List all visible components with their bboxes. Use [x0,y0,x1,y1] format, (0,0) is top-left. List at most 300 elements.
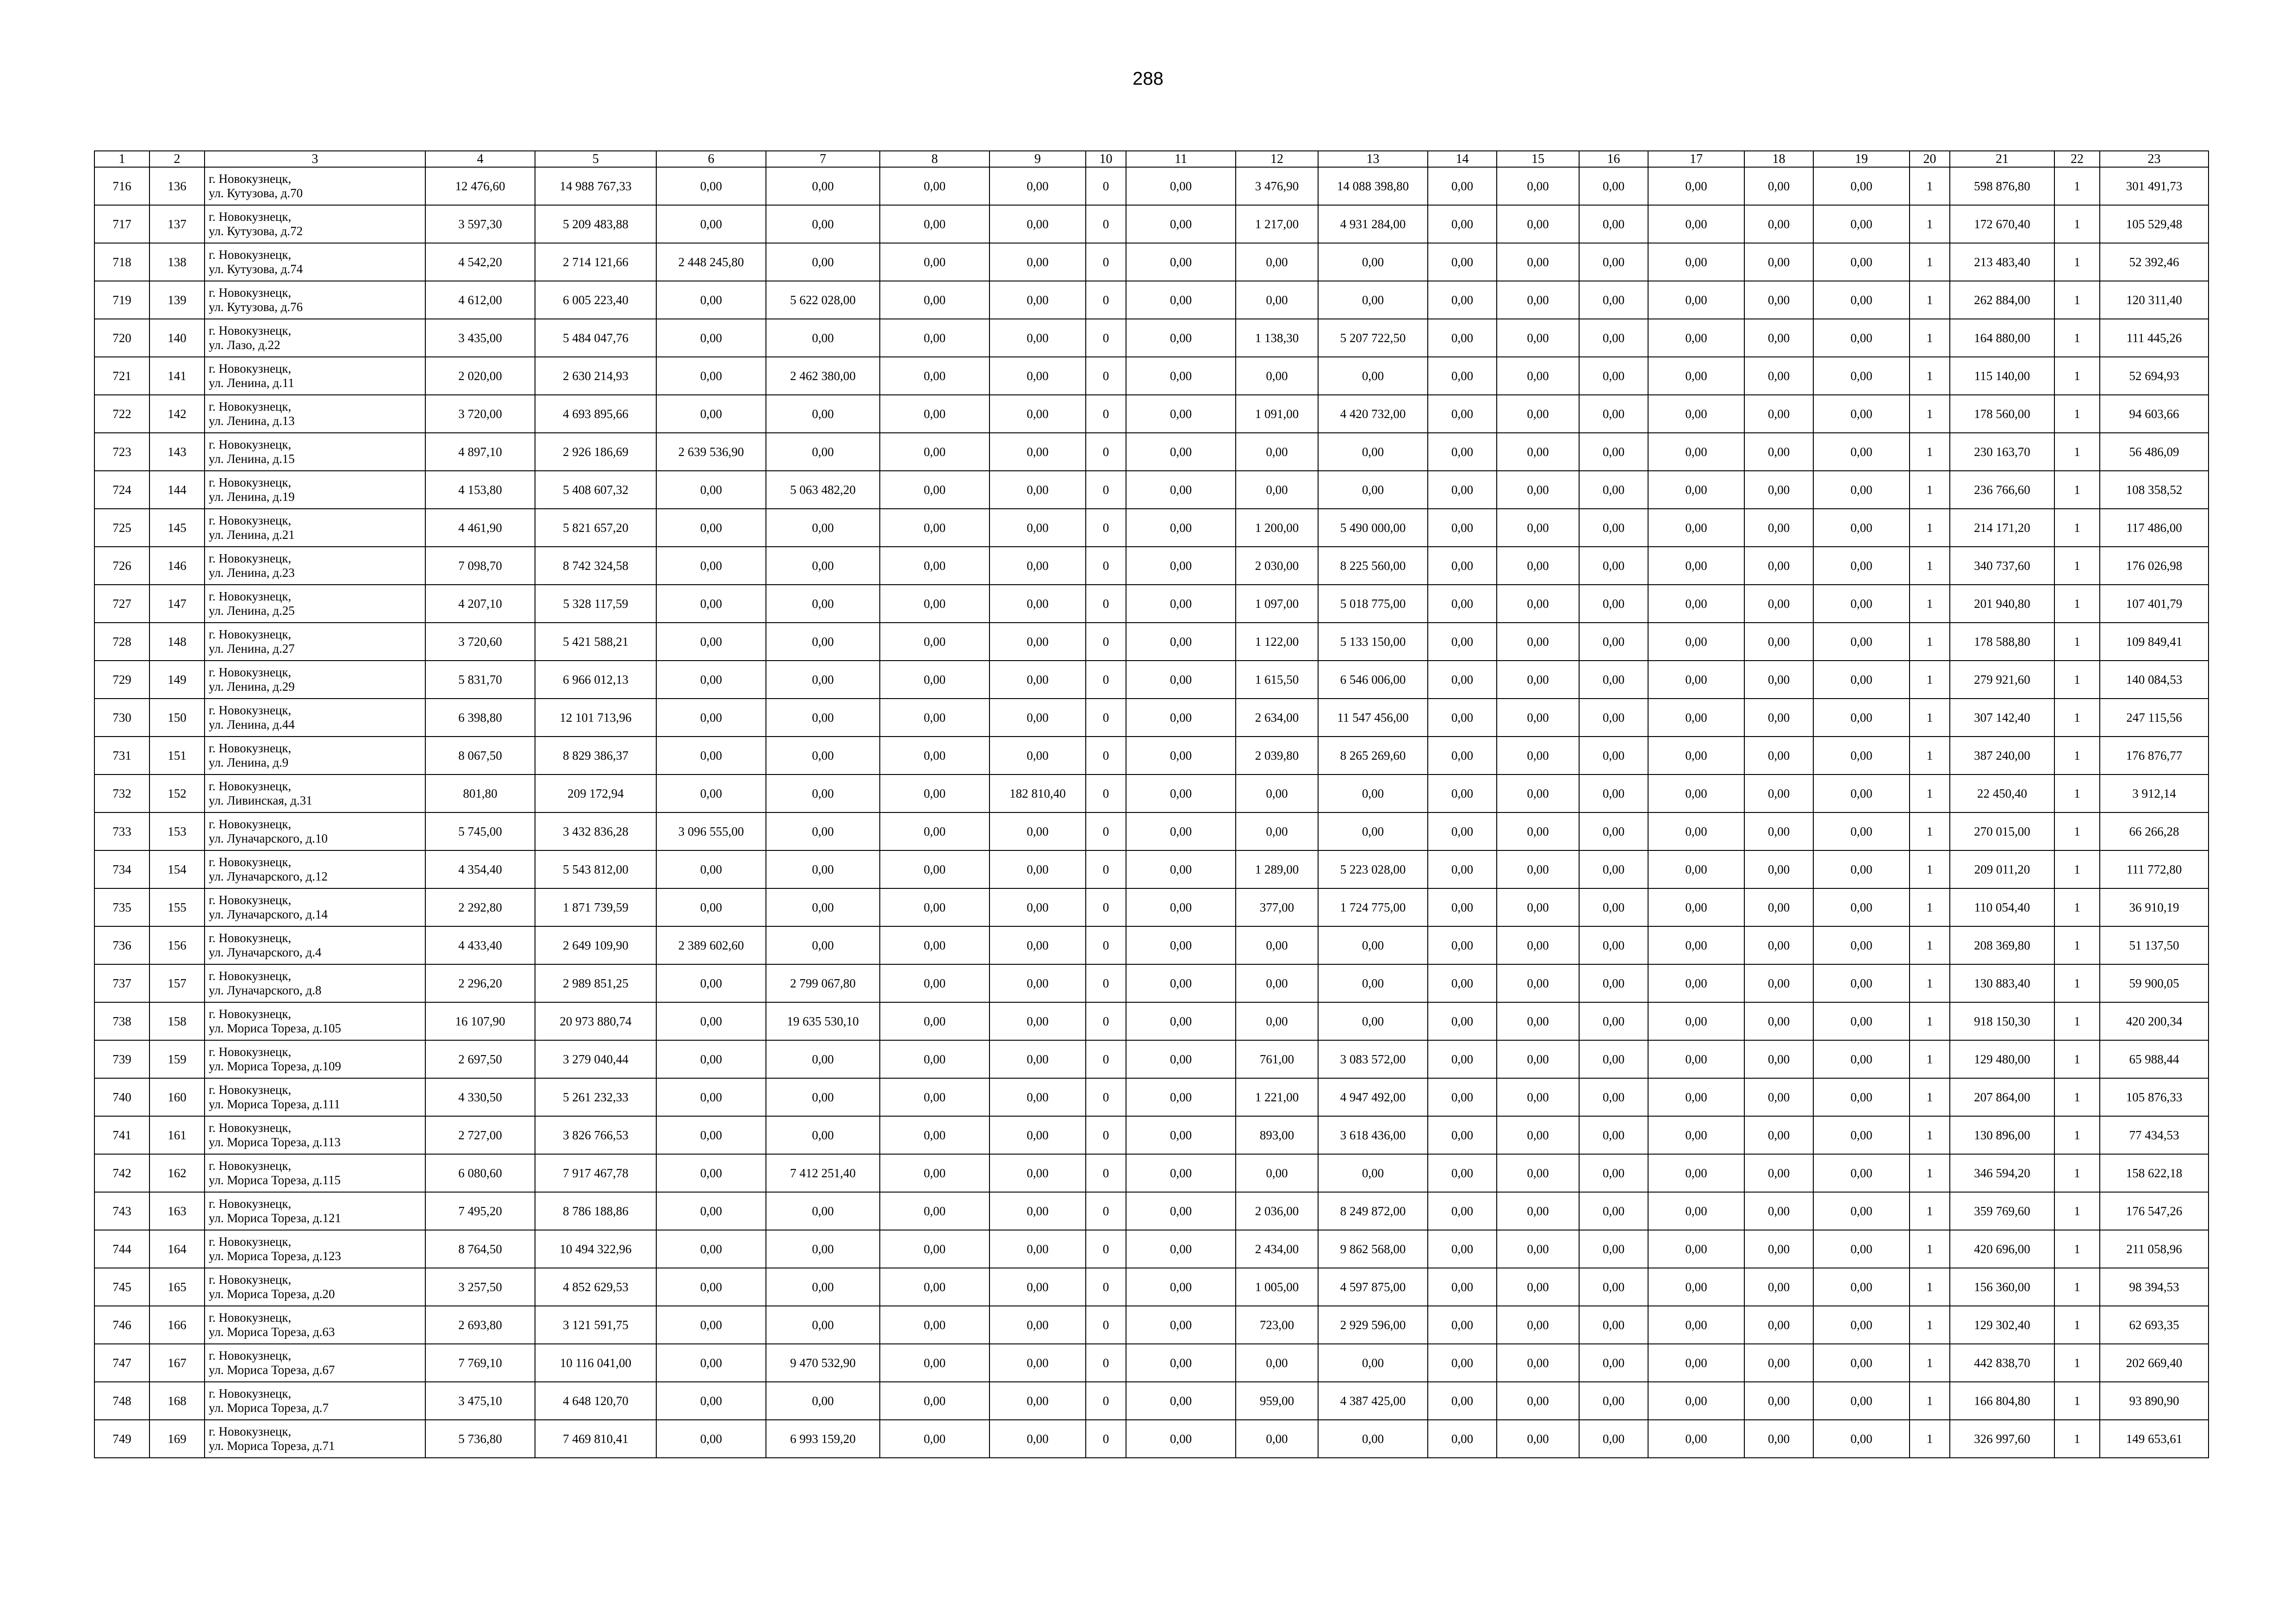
table-cell: 0,00 [1579,1192,1648,1230]
table-cell: 1 [1910,1268,1950,1306]
table-cell: 22 450,40 [1950,775,2054,812]
address-line: ул. Мориса Тореза, д.105 [209,1021,342,1035]
address-line: г. Новокузнецк, [209,172,292,186]
table-cell: 0,00 [1497,623,1579,661]
table-cell: 0,00 [1744,585,1813,623]
column-number-cell: 6 [656,151,766,167]
table-cell: 3 121 591,75 [535,1306,656,1344]
table-cell: 0,00 [1744,888,1813,926]
table-row [94,1078,2209,1116]
table-row [94,888,2209,926]
table-cell: 0,00 [1813,888,1910,926]
table-cell: 1 [1910,1192,1950,1230]
table-cell: 0,00 [989,167,1086,205]
table-cell: 0,00 [1744,1306,1813,1344]
table-cell: 167 [149,1344,205,1382]
table-cell: 0,00 [1428,623,1497,661]
table-cell: 0,00 [1318,1344,1428,1382]
table-cell: 143 [149,433,205,471]
table-cell: 725 [94,509,149,547]
table-cell: 0,00 [656,1268,766,1306]
table-cell: 7 917 467,78 [535,1154,656,1192]
table-cell: 168 [149,1382,205,1420]
table-cell: 0,00 [989,1154,1086,1192]
table-cell: 718 [94,243,149,281]
address-line: ул. Ленина, д.21 [209,528,295,542]
table-cell: 0,00 [1497,1382,1579,1420]
column-number-cell: 3 [205,151,425,167]
table-cell: 146 [149,547,205,585]
table-cell: 0,00 [1648,964,1744,1002]
column-number-cell: 8 [880,151,989,167]
address-cell [205,1154,425,1192]
address-line: г. Новокузнецк, [209,665,292,679]
table-cell: 0,00 [656,319,766,357]
table-cell: 918 150,30 [1950,1002,2054,1040]
table-cell: 0,00 [989,850,1086,888]
table-cell: 0,00 [880,585,989,623]
table-cell: 0,00 [1236,775,1318,812]
table-cell: 0,00 [1497,357,1579,395]
table-cell: 0,00 [1236,1002,1318,1040]
table-cell: 0,00 [656,737,766,775]
table-cell: 0,00 [1428,1192,1497,1230]
table-cell: 0,00 [1428,357,1497,395]
table-cell: 0,00 [766,243,880,281]
table-cell: 0 [1086,661,1126,699]
table-cell: 0,00 [1318,926,1428,964]
table-cell: 747 [94,1344,149,1382]
table-cell: 0,00 [1744,926,1813,964]
table-cell: 0,00 [1813,585,1910,623]
address-line: ул. Мориса Тореза, д.67 [209,1363,335,1377]
table-cell: 0,00 [656,1002,766,1040]
table-row [94,1192,2209,1230]
table-cell: 0,00 [1428,167,1497,205]
table-cell: 0,00 [1744,243,1813,281]
table-cell: 0,00 [1648,812,1744,850]
table-cell: 0,00 [989,357,1086,395]
table-cell: 893,00 [1236,1116,1318,1154]
column-number-cell: 11 [1126,151,1236,167]
table-cell: 0,00 [766,509,880,547]
table-cell: 0,00 [1579,205,1648,243]
table-cell: 5 490 000,00 [1318,509,1428,547]
data-table [94,150,2209,1458]
table-cell: 0,00 [1428,243,1497,281]
address-cell [205,1230,425,1268]
table-cell: 0,00 [1813,1306,1910,1344]
table-cell: 0,00 [1126,357,1236,395]
table-cell: 137 [149,205,205,243]
table-cell: 0,00 [1648,888,1744,926]
table-cell: 129 302,40 [1950,1306,2054,1344]
address-line: ул. Ленина, д.25 [209,604,295,618]
table-cell: 0,00 [1126,319,1236,357]
table-cell: 0,00 [1428,281,1497,319]
table-cell: 359 769,60 [1950,1192,2054,1230]
table-cell: 0,00 [1648,775,1744,812]
table-cell: 209 011,20 [1950,850,2054,888]
address-line: ул. Луначарского, д.12 [209,869,328,883]
table-cell: 0,00 [1744,1040,1813,1078]
table-cell: 93 890,90 [2100,1382,2209,1420]
column-number-cell: 13 [1318,151,1428,167]
column-number-cell: 14 [1428,151,1497,167]
table-cell: 1 [2054,1116,2100,1154]
table-cell: 0,00 [1579,737,1648,775]
table-cell: 8 764,50 [425,1230,535,1268]
address-line: г. Новокузнецк, [209,1311,292,1324]
table-cell: 1 138,30 [1236,319,1318,357]
table-cell: 0,00 [1126,888,1236,926]
address-cell [205,850,425,888]
table-cell: 8 067,50 [425,737,535,775]
table-cell: 0,00 [1236,964,1318,1002]
table-cell: 0,00 [1579,585,1648,623]
table-row [94,319,2209,357]
table-cell: 2 634,00 [1236,699,1318,737]
table-cell: 36 910,19 [2100,888,2209,926]
table-cell: 7 098,70 [425,547,535,585]
table-cell: 1 [2054,699,2100,737]
table-cell: 8 829 386,37 [535,737,656,775]
table-cell: 1 [1910,205,1950,243]
table-cell: 140 [149,319,205,357]
table-cell: 1 [2054,812,2100,850]
table-row [94,1154,2209,1192]
table-cell: 156 360,00 [1950,1268,2054,1306]
table-cell: 0,00 [656,509,766,547]
address-cell [205,319,425,357]
table-cell: 1 200,00 [1236,509,1318,547]
address-cell [205,281,425,319]
table-cell: 0,00 [1318,433,1428,471]
table-cell: 737 [94,964,149,1002]
table-cell: 0,00 [880,775,989,812]
table-cell: 0,00 [656,1382,766,1420]
table-cell: 0,00 [880,1078,989,1116]
table-cell: 0,00 [1428,1154,1497,1192]
table-cell: 0,00 [989,547,1086,585]
table-cell: 0,00 [1813,775,1910,812]
table-cell: 0,00 [989,509,1086,547]
table-cell: 0,00 [1813,812,1910,850]
table-cell: 1 [1910,850,1950,888]
address-line: ул. Мориса Тореза, д.121 [209,1211,342,1225]
table-cell: 0,00 [1813,281,1910,319]
table-cell: 0,00 [1648,1230,1744,1268]
table-cell: 105 529,48 [2100,205,2209,243]
table-cell: 1 [2054,1230,2100,1268]
table-cell: 0,00 [1579,395,1648,433]
column-number-cell: 22 [2054,151,2100,167]
table-cell: 0,00 [1744,1078,1813,1116]
address-line: г. Новокузнецк, [209,1387,292,1400]
table-cell: 0,00 [1126,737,1236,775]
table-cell: 0,00 [880,1040,989,1078]
table-cell: 0,00 [880,699,989,737]
table-cell: 0 [1086,357,1126,395]
table-cell: 0 [1086,964,1126,1002]
table-cell: 202 669,40 [2100,1344,2209,1382]
table-cell: 0 [1086,1154,1126,1192]
address-cell [205,812,425,850]
address-line: ул. Луначарского, д.14 [209,907,328,921]
table-cell: 0,00 [1428,205,1497,243]
table-row [94,1306,2209,1344]
table-cell: 160 [149,1078,205,1116]
table-cell: 0,00 [880,509,989,547]
table-cell: 0,00 [1648,319,1744,357]
table-row [94,1382,2209,1420]
table-cell: 150 [149,699,205,737]
table-cell: 1 [2054,1382,2100,1420]
table-cell: 111 772,80 [2100,850,2209,888]
table-cell: 62 693,35 [2100,1306,2209,1344]
table-cell: 1 [2054,471,2100,509]
table-cell: 1 [2054,585,2100,623]
address-line: г. Новокузнецк, [209,1045,292,1059]
address-line: г. Новокузнецк, [209,551,292,565]
table-cell: 0,00 [766,1078,880,1116]
table-cell: 0,00 [766,623,880,661]
table-cell: 1 [1910,1382,1950,1420]
table-cell: 1 [2054,888,2100,926]
address-cell [205,1078,425,1116]
table-cell: 4 597 875,00 [1318,1268,1428,1306]
table-cell: 0 [1086,1268,1126,1306]
table-cell: 0,00 [1579,1116,1648,1154]
table-row [94,1230,2209,1268]
table-cell: 743 [94,1192,149,1230]
table-cell: 77 434,53 [2100,1116,2209,1154]
table-cell: 0,00 [989,1420,1086,1458]
address-cell [205,205,425,243]
address-line: г. Новокузнецк, [209,1007,292,1021]
table-cell: 723 [94,433,149,471]
table-cell: 0,00 [1428,1040,1497,1078]
table-cell: 0,00 [1126,1382,1236,1420]
table-cell: 5 421 588,21 [535,623,656,661]
table-cell: 0,00 [1813,471,1910,509]
address-line: г. Новокузнецк, [209,1083,292,1097]
table-cell: 0,00 [1318,775,1428,812]
table-cell: 0,00 [656,699,766,737]
table-cell: 0,00 [989,1230,1086,1268]
table-cell: 0,00 [1744,205,1813,243]
table-cell: 0,00 [1648,1344,1744,1382]
table-cell: 1 [1910,1230,1950,1268]
table-cell: 0,00 [1579,471,1648,509]
table-cell: 1 [2054,395,2100,433]
address-line: ул. Кутузова, д.70 [209,186,303,200]
table-cell: 0,00 [1497,1420,1579,1458]
address-line: ул. Луначарского, д.8 [209,983,322,997]
table-cell: 0,00 [1318,964,1428,1002]
table-cell: 2 714 121,66 [535,243,656,281]
table-cell: 1 [1910,167,1950,205]
table-cell: 4 387 425,00 [1318,1382,1428,1420]
table-cell: 1 [1910,1344,1950,1382]
table-cell: 0,00 [1813,205,1910,243]
table-cell: 201 940,80 [1950,585,2054,623]
table-cell: 0,00 [1428,964,1497,1002]
table-cell: 2 649 109,90 [535,926,656,964]
table-cell: 0,00 [1318,1154,1428,1192]
table-cell: 0,00 [656,661,766,699]
table-cell: 0 [1086,1420,1126,1458]
table-row [94,1040,2209,1078]
table-cell: 1 [1910,1078,1950,1116]
address-line: г. Новокузнецк, [209,779,292,793]
table-cell: 0,00 [1236,1420,1318,1458]
table-cell: 0,00 [880,1002,989,1040]
table-cell: 94 603,66 [2100,395,2209,433]
table-cell: 2 727,00 [425,1116,535,1154]
table-cell: 1 [1910,1306,1950,1344]
address-cell [205,471,425,509]
table-cell: 0,00 [766,926,880,964]
table-cell: 0,00 [1428,1306,1497,1344]
address-line: ул. Мориса Тореза, д.115 [209,1173,341,1187]
table-cell: 0,00 [1428,812,1497,850]
address-line: ул. Кутузова, д.72 [209,224,303,238]
table-cell: 5 063 482,20 [766,471,880,509]
table-cell: 0 [1086,1306,1126,1344]
address-line: г. Новокузнецк, [209,286,292,300]
table-cell: 0,00 [766,1268,880,1306]
table-cell: 3 083 572,00 [1318,1040,1428,1078]
table-cell: 2 693,80 [425,1306,535,1344]
table-cell: 0,00 [1428,888,1497,926]
table-cell: 0,00 [880,737,989,775]
table-cell: 4 612,00 [425,281,535,319]
table-cell: 1 [2054,357,2100,395]
table-row [94,167,2209,205]
table-cell: 1 [2054,1154,2100,1192]
table-cell: 4 852 629,53 [535,1268,656,1306]
table-cell: 0,00 [989,699,1086,737]
table-cell: 1 005,00 [1236,1268,1318,1306]
table-cell: 8 225 560,00 [1318,547,1428,585]
table-cell: 0,00 [880,850,989,888]
table-cell: 0,00 [1126,1420,1236,1458]
table-cell: 5 328 117,59 [535,585,656,623]
table-cell: 158 [149,1002,205,1040]
table-cell: 141 [149,357,205,395]
table-cell: 0 [1086,1116,1126,1154]
table-cell: 1 217,00 [1236,205,1318,243]
table-cell: 0,00 [1648,850,1744,888]
table-cell: 0 [1086,243,1126,281]
table-cell: 0,00 [1813,850,1910,888]
table-cell: 0,00 [1126,433,1236,471]
table-cell: 0 [1086,205,1126,243]
table-cell: 0,00 [1579,319,1648,357]
table-cell: 0,00 [766,395,880,433]
table-cell: 1 [2054,775,2100,812]
address-line: ул. Ленина, д.27 [209,642,295,656]
table-cell: 0,00 [1648,926,1744,964]
table-cell: 3 720,60 [425,623,535,661]
table-cell: 149 [149,661,205,699]
table-cell: 0,00 [1428,471,1497,509]
table-cell: 0,00 [1579,699,1648,737]
table-cell: 0,00 [1579,1154,1648,1192]
table-cell: 5 209 483,88 [535,205,656,243]
table-cell: 51 137,50 [2100,926,2209,964]
table-cell: 0,00 [1813,319,1910,357]
table-cell: 0,00 [1497,281,1579,319]
table-cell: 1 [2054,205,2100,243]
table-cell: 0,00 [1648,1306,1744,1344]
table-cell: 110 054,40 [1950,888,2054,926]
table-cell: 746 [94,1306,149,1344]
table-cell: 0,00 [1126,395,1236,433]
table-cell: 0,00 [1648,699,1744,737]
table-cell: 1 [1910,433,1950,471]
table-cell: 1 [1910,1040,1950,1078]
table-cell: 0,00 [989,205,1086,243]
table-cell: 0,00 [989,1344,1086,1382]
table-cell: 0,00 [989,888,1086,926]
address-line: ул. Ленина, д.11 [209,376,294,390]
table-cell: 0 [1086,509,1126,547]
table-row [94,471,2209,509]
table-cell: 3 618 436,00 [1318,1116,1428,1154]
table-cell: 0,00 [1813,1078,1910,1116]
table-cell: 340 737,60 [1950,547,2054,585]
table-cell: 0,00 [1648,471,1744,509]
table-cell: 0,00 [1648,509,1744,547]
table-cell: 0,00 [1579,1078,1648,1116]
table-cell: 1 [1910,699,1950,737]
table-cell: 0,00 [1648,433,1744,471]
table-cell: 0,00 [880,395,989,433]
table-cell: 0,00 [1579,888,1648,926]
table-cell: 2 448 245,80 [656,243,766,281]
table-cell: 377,00 [1236,888,1318,926]
table-cell: 139 [149,281,205,319]
table-cell: 0,00 [880,964,989,1002]
table-row [94,357,2209,395]
table-cell: 0,00 [1579,1268,1648,1306]
table-cell: 0,00 [1126,1306,1236,1344]
table-cell: 2 389 602,60 [656,926,766,964]
table-cell: 1 [1910,623,1950,661]
table-cell: 0,00 [1236,471,1318,509]
table-cell: 728 [94,623,149,661]
table-cell: 3 432 836,28 [535,812,656,850]
table-cell: 1 [2054,1002,2100,1040]
table-row [94,775,2209,812]
table-cell: 0,00 [989,243,1086,281]
table-cell: 0,00 [656,1420,766,1458]
table-cell: 0,00 [989,737,1086,775]
table-cell: 0,00 [1236,812,1318,850]
table-cell: 155 [149,888,205,926]
table-cell: 1 615,50 [1236,661,1318,699]
table-cell: 726 [94,547,149,585]
table-cell: 14 088 398,80 [1318,167,1428,205]
table-cell: 0,00 [1744,509,1813,547]
table-cell: 0,00 [1428,433,1497,471]
table-cell: 735 [94,888,149,926]
table-cell: 0,00 [656,1154,766,1192]
address-line: г. Новокузнецк, [209,513,292,527]
table-cell: 0,00 [880,319,989,357]
